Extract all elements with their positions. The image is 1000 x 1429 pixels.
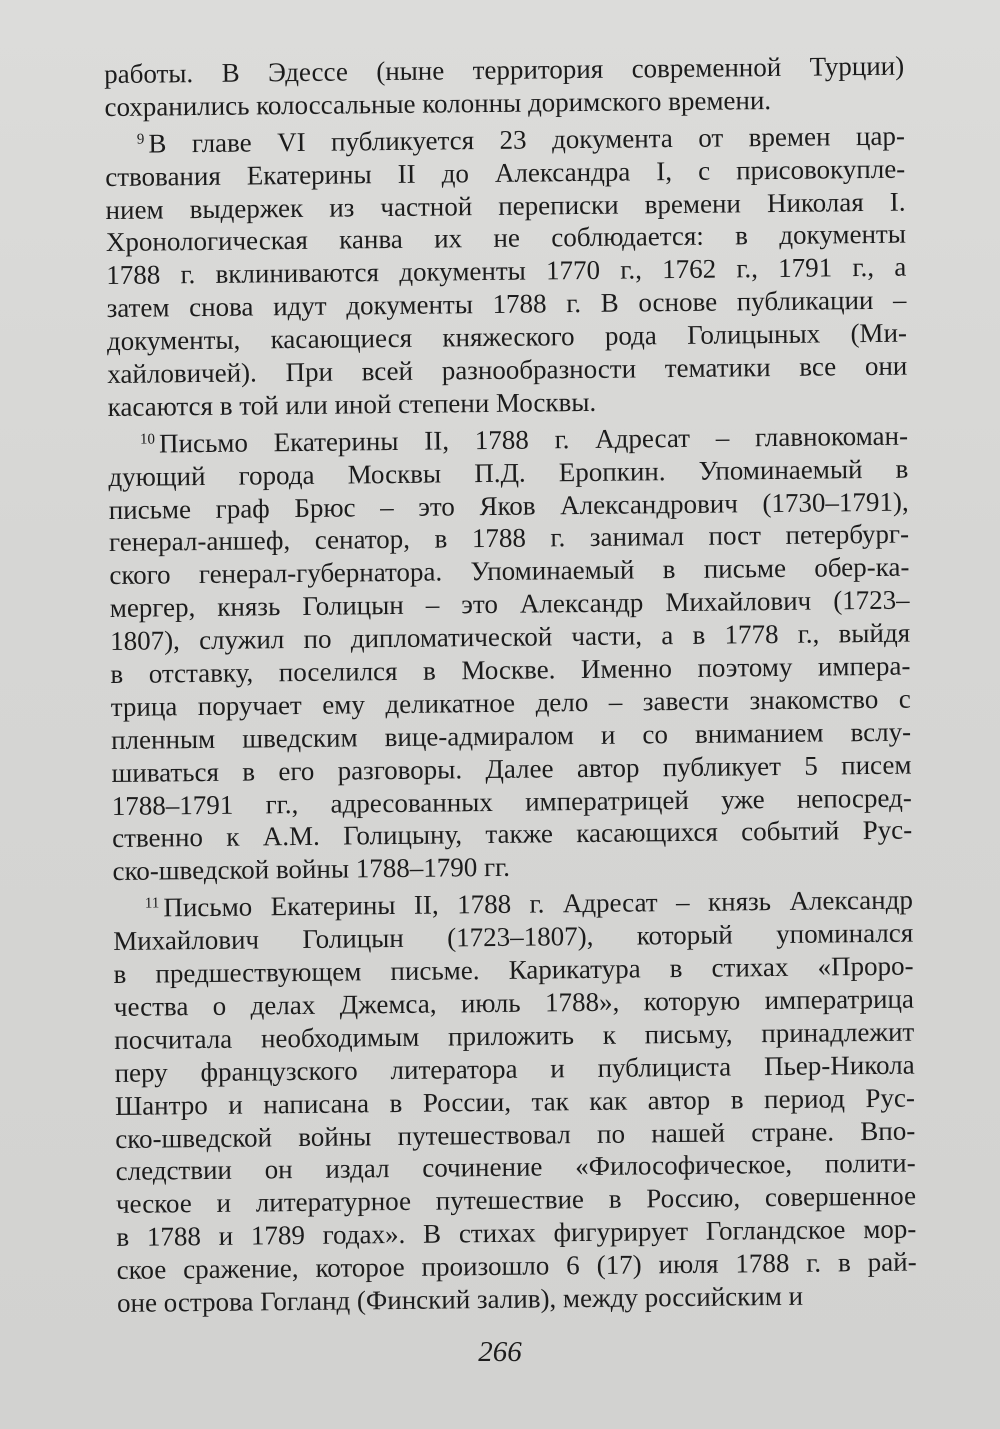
text-line: 1788 г. вклиниваются документы 1770 г., 1762 г., 1791 г., а [106, 251, 907, 291]
text-line: пленным шведским вице-адмиралом и со вниманием вслу- [110, 716, 912, 755]
text-line: хайловичей). При всей разнообразности тематики все они [107, 350, 908, 389]
footnote-number: 9 [136, 131, 145, 148]
text-line: касаются в той или иной степени Москвы. [107, 386, 597, 422]
text-line: работы. В Эдессе (ныне территория современной Турции) [104, 50, 905, 89]
text-line: чества о делах Джемса, июль 1788», которую императрица [113, 983, 915, 1022]
footnotes-text [104, 50, 917, 1320]
text-line: ческое и литературное путешествие в Россию, совершенное [115, 1180, 917, 1220]
footnote-number: 11 [144, 895, 160, 912]
text-line: в 1788 и 1789 годах». В стихах фигурирует Гогландское мор- [116, 1213, 917, 1253]
text-line: ственно к А.М. Голицыну, также касающихся событий Рус- [112, 815, 913, 854]
footnote-paragraph [104, 50, 905, 124]
text-line: ского генерал-губернатора. Упоминаемый в письме обер-ка- [109, 551, 910, 591]
line [112, 847, 912, 888]
text-line: документы, касающиеся княжеского рода Голицыных (Ми- [106, 317, 908, 357]
text-line: нием выдержек из частной переписки времени Николая I. [105, 186, 906, 225]
text-line: 1807), служил по дипломатической части, а в 1778 г., выйдя [109, 617, 911, 657]
text-line: ское сражение, которое произошло 6 (17) июля 1788 г. в рай- [116, 1246, 917, 1285]
text-line: в отставку, поселился в Москве. Именно поэтому импера- [110, 650, 911, 689]
text-line: перу французского литератора и публициста Пьер-Никола [114, 1049, 915, 1088]
footnote-number: 10 [139, 431, 156, 448]
text-line: оне острова Гогланд (Финский залив), между российским и [116, 1280, 804, 1318]
text-line: мергер, князь Голицын – это Александр Михайлович (1723– [109, 584, 910, 624]
text-line: 1788–1791 гг., адресованных императрицей уже непосред- [111, 782, 912, 821]
text-line: Письмо Екатерины II, 1788 г. Адресат – князь Александр [163, 884, 914, 923]
text-line: следствии он издал сочинение «Философическое, полити- [115, 1147, 916, 1187]
text-line: Письмо Екатерины II, 1788 г. Адресат – главнокоман- [158, 420, 909, 459]
text-line: трица поручает ему деликатное дело – завести знакомство с [110, 683, 911, 722]
text-line: генерал-аншеф, сенатор, в 1788 г. занимал пост петербург- [108, 519, 910, 558]
text-line: ствования Екатерины II до Александра I, с присовокупле- [105, 153, 906, 192]
text-line: письме граф Брюс – это Яков Александрович (1730–1791), [108, 486, 909, 525]
text-line: дующий города Москвы П.Д. Еропкин. Упоминаемый в [108, 453, 909, 492]
text-line: Шантро и написана в России, так как автор в период Рус- [114, 1082, 916, 1121]
text-line: ско-шведской войны путешествовал по нашей стране. Впо- [115, 1115, 916, 1154]
text-line: Хронологическая канва их не соблюдается: в документы [105, 219, 907, 258]
line [117, 1279, 917, 1320]
text-line: В главе VI публикуется 23 документа от времен цар- [148, 120, 906, 159]
text-line: ско-шведской войны 1788–1790 гг. [112, 852, 511, 887]
text-line: шиваться в его разговоры. Далее автор публикует 5 писем [111, 749, 912, 788]
text-line: Михайлович Голицын (1723–1807), который упоминался [113, 917, 914, 957]
footnote-paragraph [105, 119, 908, 423]
footnote-paragraph [113, 884, 917, 1320]
text-line: сохранились колоссальные колонны доримского времени. [104, 84, 772, 122]
footnote-paragraph [108, 419, 913, 888]
text-line: посчитала необходимым приложить к письму, принадлежит [114, 1016, 915, 1055]
page-number: 266 [478, 1336, 522, 1368]
text-line: в предшествующем письме. Карикатура в стихах «Проро- [113, 950, 914, 989]
text-line: затем снова идут документы 1788 г. В основе публикации – [106, 284, 907, 324]
